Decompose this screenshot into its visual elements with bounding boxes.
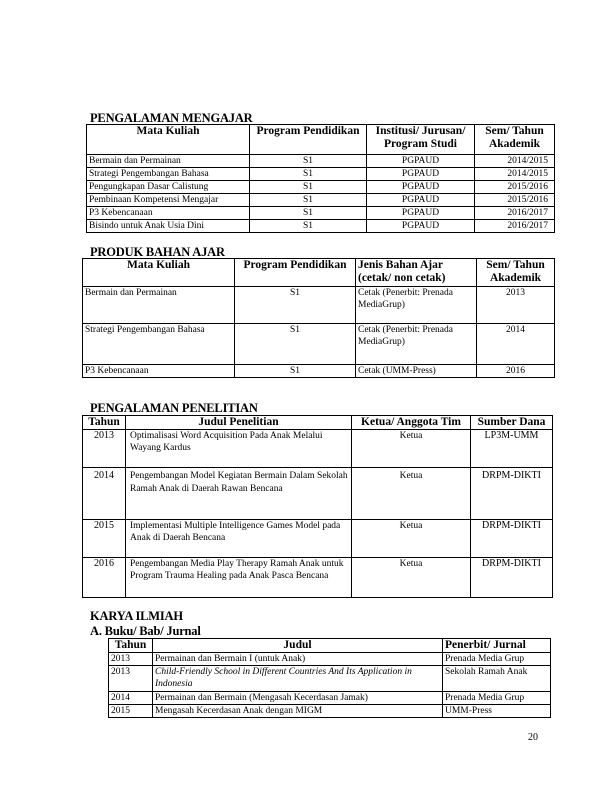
materials-cell: 2013 (477, 287, 555, 324)
materials-cell: 2014 (477, 324, 555, 365)
research-cell: DRPM-DIKTI (471, 558, 553, 598)
works-cell: 2013 (109, 666, 153, 692)
materials-header-course: Mata Kuliah (83, 259, 235, 287)
materials-header-type: Jenis Bahan Ajar (cetak/ non cetak) (356, 259, 477, 287)
table-row (83, 287, 555, 324)
teaching-cell: S1 (250, 220, 367, 233)
teaching-header-course: Mata Kuliah (87, 125, 250, 155)
research-header-title: Judul Penelitian (126, 416, 352, 430)
teaching-cell: Bisindo untuk Anak Usia Dini (87, 220, 250, 233)
teaching-cell: PGPAUD (367, 220, 475, 233)
materials-cell: 2016 (477, 365, 555, 378)
works-cell: Mengasah Kecerdasan Anak dengan MIGM (153, 705, 443, 718)
teaching-cell: S1 (250, 155, 367, 168)
works-cell: UMM-Press (443, 705, 551, 718)
research-header-role: Ketua/ Anggota Tim (352, 416, 471, 430)
research-cell: Implementasi Multiple Intelligence Games Model pada Anak di Daerah Bencana (126, 520, 352, 558)
works-cell: 2013 (109, 653, 153, 666)
teaching-cell: S1 (250, 207, 367, 220)
teaching-cell: 2015/2016 (475, 194, 555, 207)
table-row (109, 653, 551, 666)
works-section-title: KARYA ILMIAH (90, 609, 183, 623)
materials-cell: S1 (235, 287, 356, 324)
works-header-publisher: Penerbit/ Jurnal (443, 639, 551, 653)
works-cell: Prenada Media Grup (443, 653, 551, 666)
teaching-header-institution: Institusi/ Jurusan/ Program Studi (367, 125, 475, 155)
materials-cell: S1 (235, 324, 356, 365)
materials-table (82, 258, 555, 378)
works-cell: Sekolah Ramah Anak (443, 666, 551, 692)
teaching-cell: S1 (250, 181, 367, 194)
works-table (108, 638, 551, 718)
research-cell: LP3M-UMM (471, 430, 553, 468)
materials-header-program: Program Pendidikan (235, 259, 356, 287)
research-table (82, 415, 553, 598)
table-row (83, 520, 553, 558)
research-header-year: Tahun (83, 416, 126, 430)
teaching-cell: S1 (250, 194, 367, 207)
teaching-cell: P3 Kebencanaan (87, 207, 250, 220)
teaching-cell: Pengungkapan Dasar Calistung (87, 181, 250, 194)
materials-cell: Bermain dan Permainan (83, 287, 235, 324)
table-row (87, 207, 555, 220)
materials-header-semester: Sem/ Tahun Akademik (477, 259, 555, 287)
teaching-table (86, 124, 555, 233)
research-cell: Pengembangan Model Kegiatan Bermain Dalam Sekolah Ramah Anak di Daerah Rawan Bencana (126, 468, 352, 520)
teaching-cell: Pembinaan Kompetensi Mengajar (87, 194, 250, 207)
materials-cell: Cetak (Penerbit: Prenada MediaGrup) (356, 287, 477, 324)
research-cell: Ketua (352, 468, 471, 520)
research-header-funding: Sumber Dana (471, 416, 553, 430)
table-row (109, 705, 551, 718)
research-cell: 2015 (83, 520, 126, 558)
table-row (83, 468, 553, 520)
teaching-cell: Strategi Pengembangan Bahasa (87, 168, 250, 181)
materials-cell: Cetak (UMM-Press) (356, 365, 477, 378)
table-row (87, 181, 555, 194)
page-number: 20 (528, 732, 538, 743)
research-cell: Ketua (352, 558, 471, 598)
table-row (87, 168, 555, 181)
table-row (83, 365, 555, 378)
table-row (83, 430, 553, 468)
works-header-title: Judul (153, 639, 443, 653)
research-cell: Ketua (352, 520, 471, 558)
teaching-cell: PGPAUD (367, 155, 475, 168)
works-cell: Prenada Media Grup (443, 692, 551, 705)
works-cell: Permainan dan Bermain I (untuk Anak) (153, 653, 443, 666)
research-cell: DRPM-DIKTI (471, 520, 553, 558)
table-row (87, 220, 555, 233)
teaching-section-title: PENGALAMAN MENGAJAR (90, 111, 253, 125)
teaching-cell: 2014/2015 (475, 168, 555, 181)
works-subsection-title: A. Buku/ Bab/ Jurnal (90, 624, 201, 638)
research-section-title: PENGALAMAN PENELITIAN (90, 401, 258, 415)
teaching-cell: 2014/2015 (475, 155, 555, 168)
materials-cell: P3 Kebencanaan (83, 365, 235, 378)
research-cell: 2014 (83, 468, 126, 520)
teaching-cell: 2015/2016 (475, 181, 555, 194)
research-cell: Pengembangan Media Play Therapy Ramah Anak untuk Program Trauma Healing pada Anak Pasca Bencana (126, 558, 352, 598)
research-cell: 2013 (83, 430, 126, 468)
table-row (83, 324, 555, 365)
materials-cell: S1 (235, 365, 356, 378)
teaching-cell: S1 (250, 168, 367, 181)
teaching-cell: 2016/2017 (475, 207, 555, 220)
materials-cell: Strategi Pengembangan Bahasa (83, 324, 235, 365)
teaching-cell: Bermain dan Permainan (87, 155, 250, 168)
works-cell: 2015 (109, 705, 153, 718)
materials-cell: Cetak (Penerbit: Prenada MediaGrup) (356, 324, 477, 365)
teaching-cell: 2016/2017 (475, 220, 555, 233)
works-header-year: Tahun (109, 639, 153, 653)
research-cell: Ketua (352, 430, 471, 468)
table-row (83, 558, 553, 598)
table-row (109, 666, 551, 692)
teaching-header-semester: Sem/ Tahun Akademik (475, 125, 555, 155)
research-cell: 2016 (83, 558, 126, 598)
teaching-cell: PGPAUD (367, 207, 475, 220)
table-row (109, 692, 551, 705)
table-row (87, 155, 555, 168)
research-cell: DRPM-DIKTI (471, 468, 553, 520)
teaching-cell: PGPAUD (367, 168, 475, 181)
works-cell: 2014 (109, 692, 153, 705)
materials-section-title: PRODUK BAHAN AJAR (90, 245, 225, 259)
teaching-cell: PGPAUD (367, 194, 475, 207)
research-cell: Optimalisasi Word Acquisition Pada Anak Melalui Wayang Kardus (126, 430, 352, 468)
works-cell: Child-Friendly School in Different Countries And Its Application in Indonesia (153, 666, 443, 692)
teaching-cell: PGPAUD (367, 181, 475, 194)
works-cell: Permainan dan Bermain (Mengasah Kecerdasan Jamak) (153, 692, 443, 705)
table-row (87, 194, 555, 207)
teaching-header-program: Program Pendidikan (250, 125, 367, 155)
